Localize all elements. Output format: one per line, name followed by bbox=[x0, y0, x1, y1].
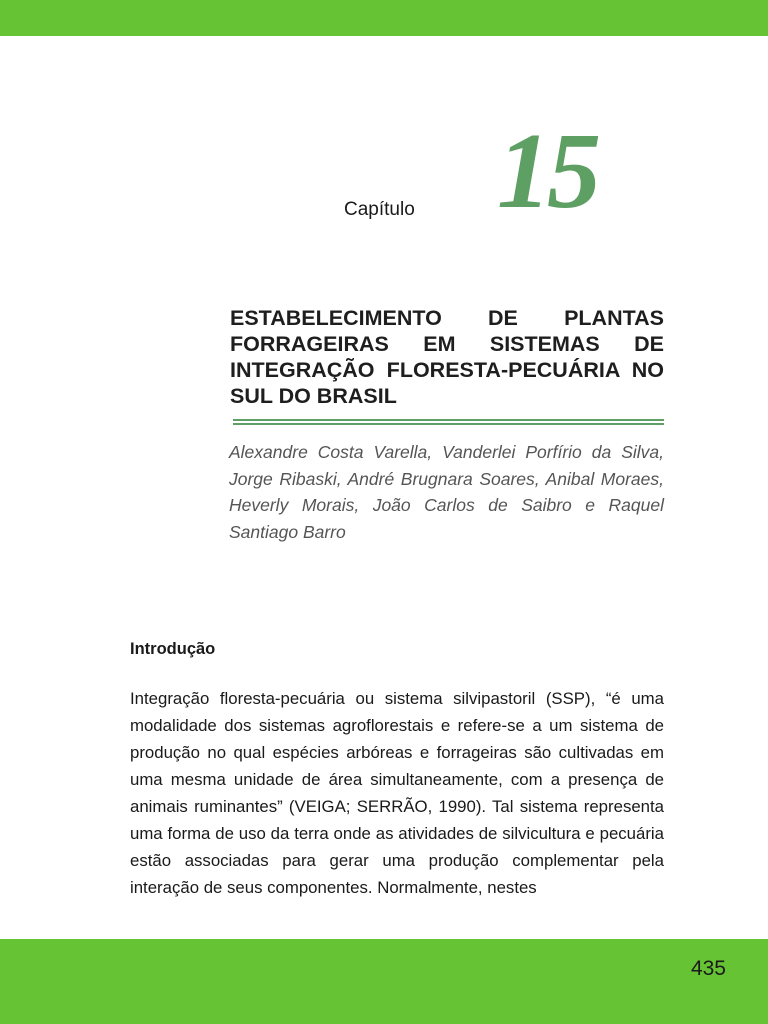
section-heading: Introdução bbox=[130, 640, 216, 658]
title-rule-line-top bbox=[233, 419, 664, 421]
title-rule-line-bottom bbox=[233, 423, 664, 425]
chapter-label: Capítulo bbox=[344, 199, 415, 220]
chapter-title: ESTABELECIMENTO DE PLANTAS FORRAGEIRAS EM SISTEMAS DE INTEGRAÇÃO FLORESTA-PECUÁRIA NO SUL DO BRASIL bbox=[230, 306, 664, 408]
title-double-rule bbox=[233, 419, 664, 425]
bottom-green-band bbox=[0, 939, 768, 1024]
page-number: 435 bbox=[690, 957, 726, 980]
author-list: Alexandre Costa Varella, Vanderlei Porfírio da Silva, Jorge Ribaski, André Brugnara Soares, Anibal Moraes, Heverly Morais, João Carlos de Saibro e Raquel Santiago Barro bbox=[229, 442, 664, 543]
top-green-band bbox=[0, 0, 768, 36]
body-paragraph: Integração floresta-pecuária ou sistema silvipastoril (SSP), “é uma modalidade dos sistemas agroflorestais e refere-se a um sistema de produção no qual espécies arbóreas e forrageiras são cultivadas em uma mesma unidade de área simultaneamente, com a presença de animais ruminantes” (VEIGA; SERRÃO, 1990). Tal sistema representa uma forma de uso da terra onde as atividades de silvicultura e pecuária estão associadas para gerar uma produção complementar pela interação de seus componentes. Normalmente, nestes bbox=[130, 689, 664, 897]
chapter-number: 15 bbox=[497, 112, 597, 231]
